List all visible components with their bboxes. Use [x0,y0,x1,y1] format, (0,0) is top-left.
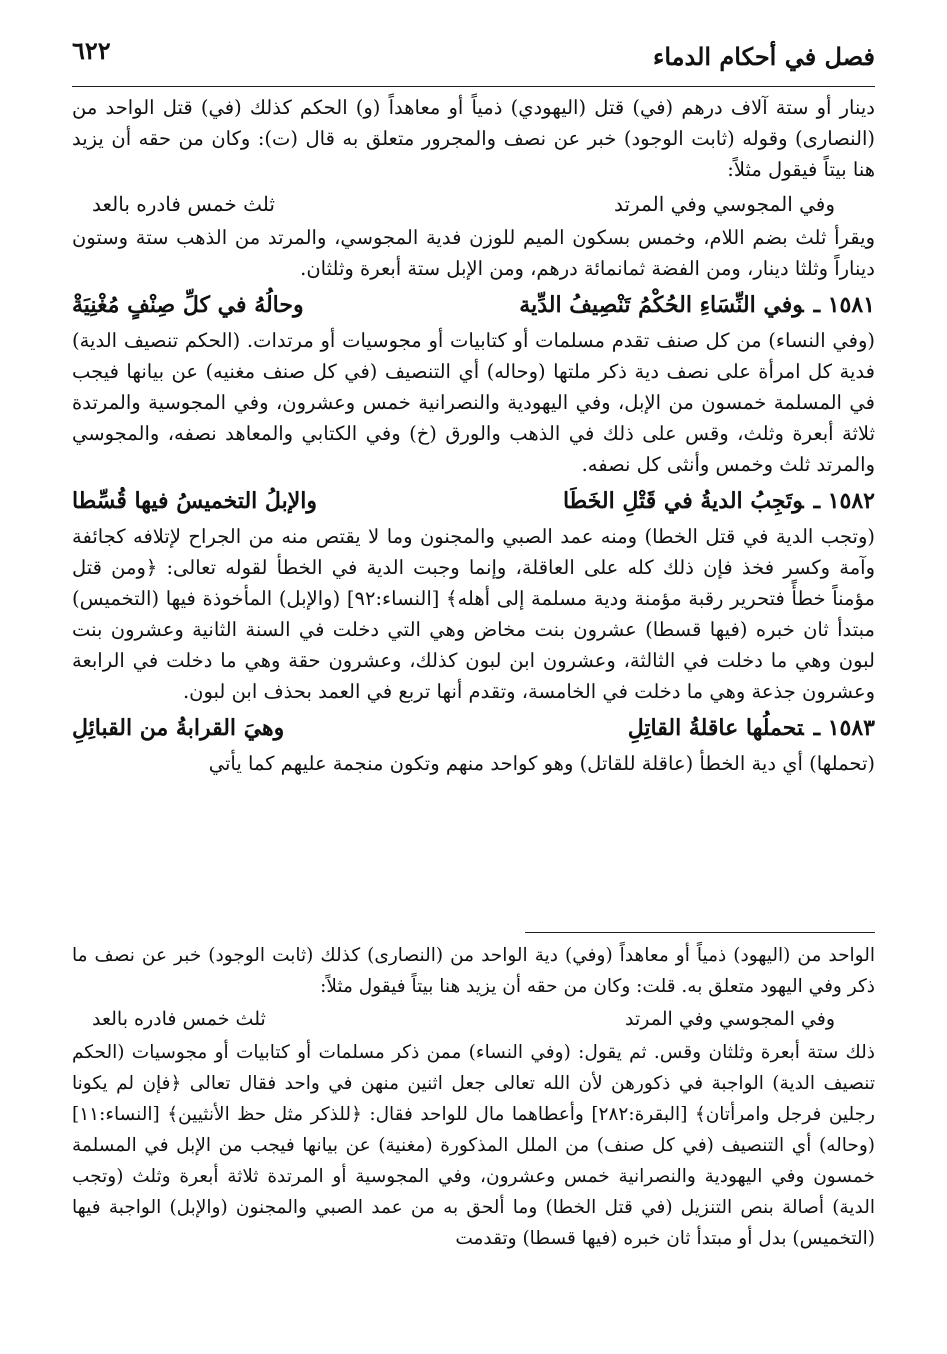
footnotes [72,940,875,1254]
main-text [72,92,875,779]
verse-second-hemistich: وحالُهُ في كلِّ صِنْفٍ مُغْنِيَةْ [72,292,304,318]
matn-verse-1581 [72,290,875,321]
commentary-paragraph: (تحملها) أي دية الخطأ (عاقلة للقاتل) وهو كواحد منهم وتكون منجمة عليهم كما يأتي [208,752,875,775]
matn-verse-1583 [72,713,875,744]
page-number: ٦٢٢ [72,36,111,65]
inserted-verse [72,189,875,220]
verse-second-hemistich: وهيَ القرابةُ من القبائِلِ [72,715,285,741]
commentary-paragraph: (وتجب الدية في قتل الخطا) ومنه عمد الصبي والمجنون وما لا يقتص منه من الجراح لإتلافه كجائفة وآمة وكسر فخذ فإن ذلك كله على العاقلة، وإنما وجبت الدية في الخطأ لقوله تعالى: ﴿ومن قتل مؤمناً خطأً فتحرير رقبة مؤمنة ودية مسلمة إلى أهله﴾ [النساء:٩٢] (والإبل) المأخوذة فيها (التخميس) مبتدأ ثان خبره (فيها قسطا) عشرون بنت مخاض وهي التي دخلت في السنة الثانية وعشرون بنت لبون وهي ما دخلت في الثالثة، وعشرون ابن لبون كذلك، وعشرون حقة وهي ما دخلت في الرابعة وعشرون جذعة وهي ما دخلت في الخامسة، وتقدم أنها تربع في العمد بحذف ابن لبون. [72,525,875,703]
verse-second-hemistich: ثلث خمس فادره بالعد [92,192,275,216]
page-header [72,30,875,87]
verse-first-hemistich: وفي المجوسي وفي المرتد [613,192,835,216]
verse-first-hemistich: وفي المجوسي وفي المرتد [625,1008,835,1030]
commentary-paragraph: دينار أو ستة آلاف درهم (في) قتل (اليهودي) ذمياً أو معاهداً (و) الحكم كذلك (في) قتل الواحد من (النصارى) وقوله (ثابت الوجود) خبر عن نصف والمجرور متعلق به قال (ت): وكان من حقه أن يزيد هنا بيتاً فيقول مثلاً: [72,96,875,181]
verse-first-hemistich: تحملُها عاقلةُ القاتِلِ [627,715,804,741]
commentary-paragraph: ويقرأ ثلث بضم اللام، وخمس بسكون الميم للوزن فدية المجوسي، والمرتد من الذهب ستة وستون ديناراً وثلثا دينار، ومن الفضة ثمانمائة درهم، ومن الإبل ستة أبعرة وثلثان. [72,226,875,280]
inserted-verse [72,1004,875,1035]
verse-number: ١٥٨١ ـ [813,292,875,318]
matn-verse-1582 [72,486,875,517]
chapter-title: فصل في أحكام الدماء [653,42,875,71]
verse-first-hemistich: وفي النِّسَاءِ الحُكْمُ تَنْصِيفُ الدِّية [519,292,804,318]
footnote-separator [525,932,875,933]
footnote-paragraph: ذلك ستة أبعرة وثلثان وقس. ثم يقول: (وفي النساء) ممن ذكر مسلمات أو كتابيات أو مجوسيات (الحكم تنصيف الدية) الواجبة في ذكورهن لأن الله تعالى جعل اثنين منهن في واحد فقال تعالى ﴿فإن لم يكونا رجلين فرجل وامرأتان﴾ [البقرة:٢٨٢] وأعطاهما مال للواحد فقال: ﴿للذكر مثل حظ الأنثيين﴾ [النساء:١١] (وحاله) أي التنصيف (في كل صنف) من الملل المذكورة (مغنية) عن بيانها فيجب من الإبل في المسلمة خمسون وفي اليهودية والنصرانية خمس وعشرون، وفي المجوسية أو المرتدة ثلاثة أبعرة وثلث (وتجب الدية) أصالة بنص التنزيل (في قتل الخطا) وما ألحق به من عمد الصبي والمجنون (والإبل) الواجبة فيها (التخميس) بدل أو مبتدأ ثان خبره (فيها قسطا) وتقدمت [72,1042,875,1249]
commentary-paragraph: (وفي النساء) من كل صنف تقدم مسلمات أو كتابيات أو مجوسيات أو مرتدات. (الحكم تنصيف الدية) فدية كل امرأة على نصف دية ذكر ملتها (وحاله) أي التنصيف (في كل صنف مغنيه) عن بيانها فيجب في المسلمة خمسون من الإبل، وفي اليهودية والنصرانية خمس وعشرون، وفي المجوسية والمرتدة ثلاثة أبعرة وثلث، وقس على ذلك في الذهب والورق (خ) وفي الكتابي والمعاهد نصفه، والمجوسي والمرتد ثلث وخمس وأنثى كل نصفه. [72,329,875,476]
verse-second-hemistich: والإبلُ التخميسُ فيها قُسِّطا [72,488,317,514]
verse-first-hemistich: وتَجِبُ الديةُ في قَتْلِ الخَطَا [562,488,804,514]
footnote-paragraph: الواحد من (اليهود) ذمياً أو معاهداً (وفي) دية الواحد من (النصارى) كذلك (ثابت الوجود) خبر عن نصف ما ذكر وفي اليهود متعلق به. قلت: وكان من حقه أن يزيد هنا بيتاً فيقول مثلاً: [72,945,875,997]
verse-number: ١٥٨٢ ـ [813,488,875,514]
verse-second-hemistich: ثلث خمس فادره بالعد [92,1008,266,1030]
verse-number: ١٥٨٣ ـ [813,715,875,741]
